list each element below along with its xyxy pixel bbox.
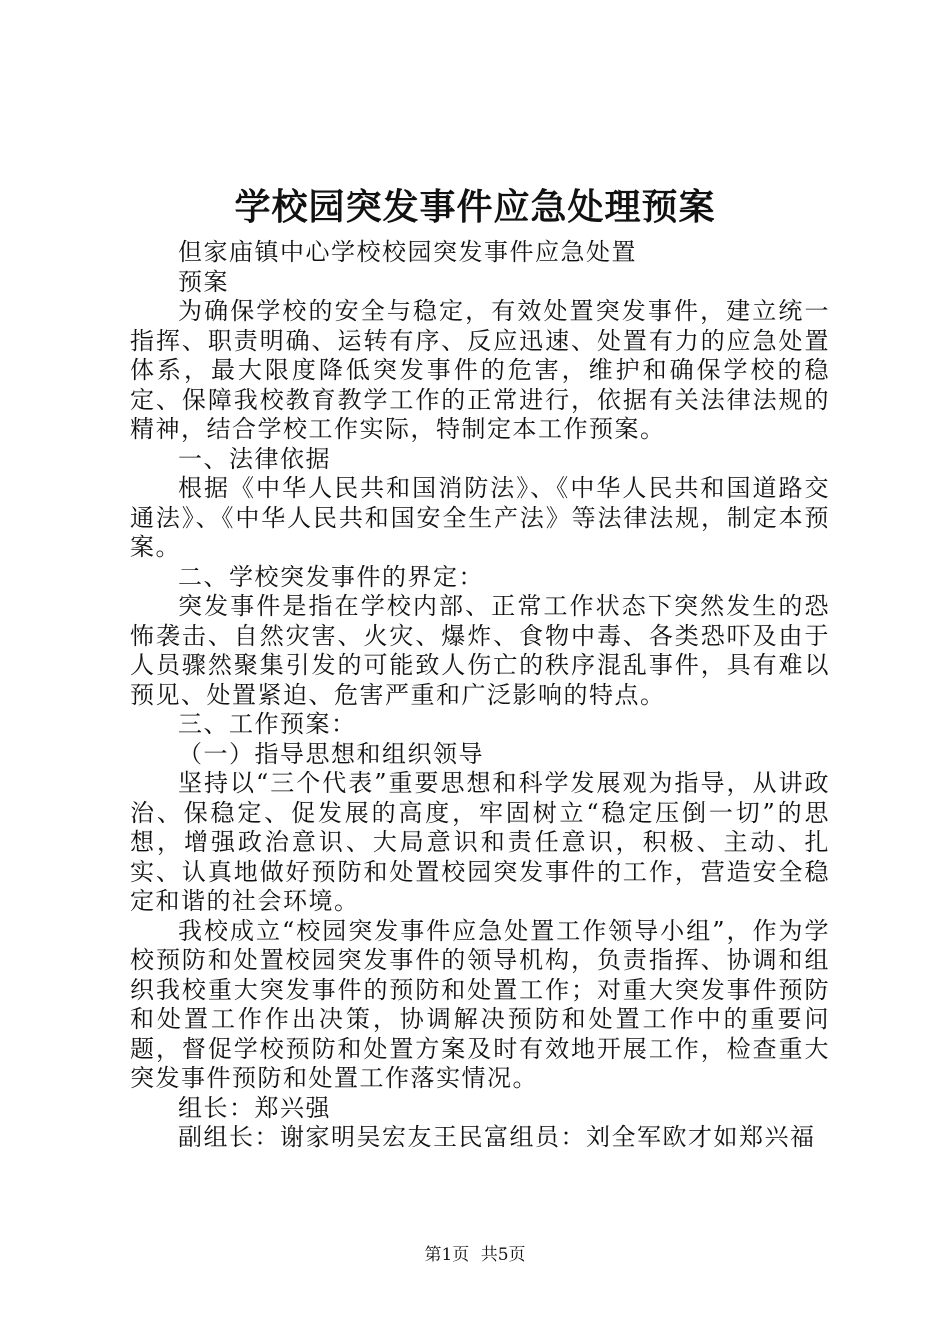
subsection-heading-guiding-ideology: （一）指导思想和组织领导 — [178, 739, 484, 768]
paragraph-deputy-leaders: 副组长：谢家明吴宏友王民富组员：刘全军欧才如郑兴福 — [178, 1123, 816, 1151]
page-total: 共5页 — [480, 1245, 526, 1265]
paragraph-school-name: 但家庙镇中心学校校园突发事件应急处置 — [178, 238, 637, 266]
section-heading-work-plan: 三、工作预案： — [178, 710, 357, 738]
paragraph-leadership-group: 我校成立“校园突发事件应急处置工作领导小组”，作为学校预防和处置校园突发事件的领导机构，负责指挥、协调和组织我校重大突发事件的预防和处置工作；对重大突发事件预防和处置工作作出决策，协调解决预防和处置工作中的重要问题，督促学校预防和处置方案及时有效地开展工作，检查重大突发事件预防和处置工作落实情况。 — [130, 916, 830, 1092]
paragraph-plan-label: 预案 — [178, 267, 229, 296]
document-body — [130, 238, 830, 1153]
section-heading-legal-basis: 一、法律依据 — [178, 444, 331, 473]
section-heading-definition: 二、学校突发事件的界定： — [178, 562, 484, 591]
page-footer — [0, 1244, 950, 1266]
paragraph-purpose: 为确保学校的安全与稳定，有效处置突发事件，建立统一指挥、职责明确、运转有序、反应迅速、处置有力的应急处置体系，最大限度降低突发事件的危害，维护和确保学校的稳定、保障我校教育教学工作的正常进行，依据有关法律法规的精神，结合学校工作实际，特制定本工作预案。 — [130, 297, 830, 443]
paragraph-legal-basis: 根据《中华人民共和国消防法》、《中华人民共和国道路交通法》、《中华人民共和国安全生产法》等法律法规，制定本预案。 — [130, 474, 830, 561]
paragraph-guiding-ideology: 坚持以“三个代表”重要思想和科学发展观为指导，从讲政治、保稳定、促发展的高度，牢固树立“稳定压倒一切”的思想，增强政治意识、大局意识和责任意识，积极、主动、扎实、认真地做好预防和处置校园突发事件的工作，营造安全稳定和谐的社会环境。 — [130, 769, 830, 915]
document-title: 学校园突发事件应急处理预案 — [234, 186, 716, 228]
paragraph-definition: 突发事件是指在学校内部、正常工作状态下突然发生的恐怖袭击、自然灾害、火灾、爆炸、食物中毒、各类恐吓及由于人员骤然聚集引发的可能致人伤亡的秩序混乱事件，具有难以预见、处置紧迫、危害严重和广泛影响的特点。 — [130, 592, 830, 709]
page-number: 第1页 — [424, 1245, 470, 1265]
paragraph-group-leader: 组长：郑兴强 — [178, 1093, 331, 1122]
